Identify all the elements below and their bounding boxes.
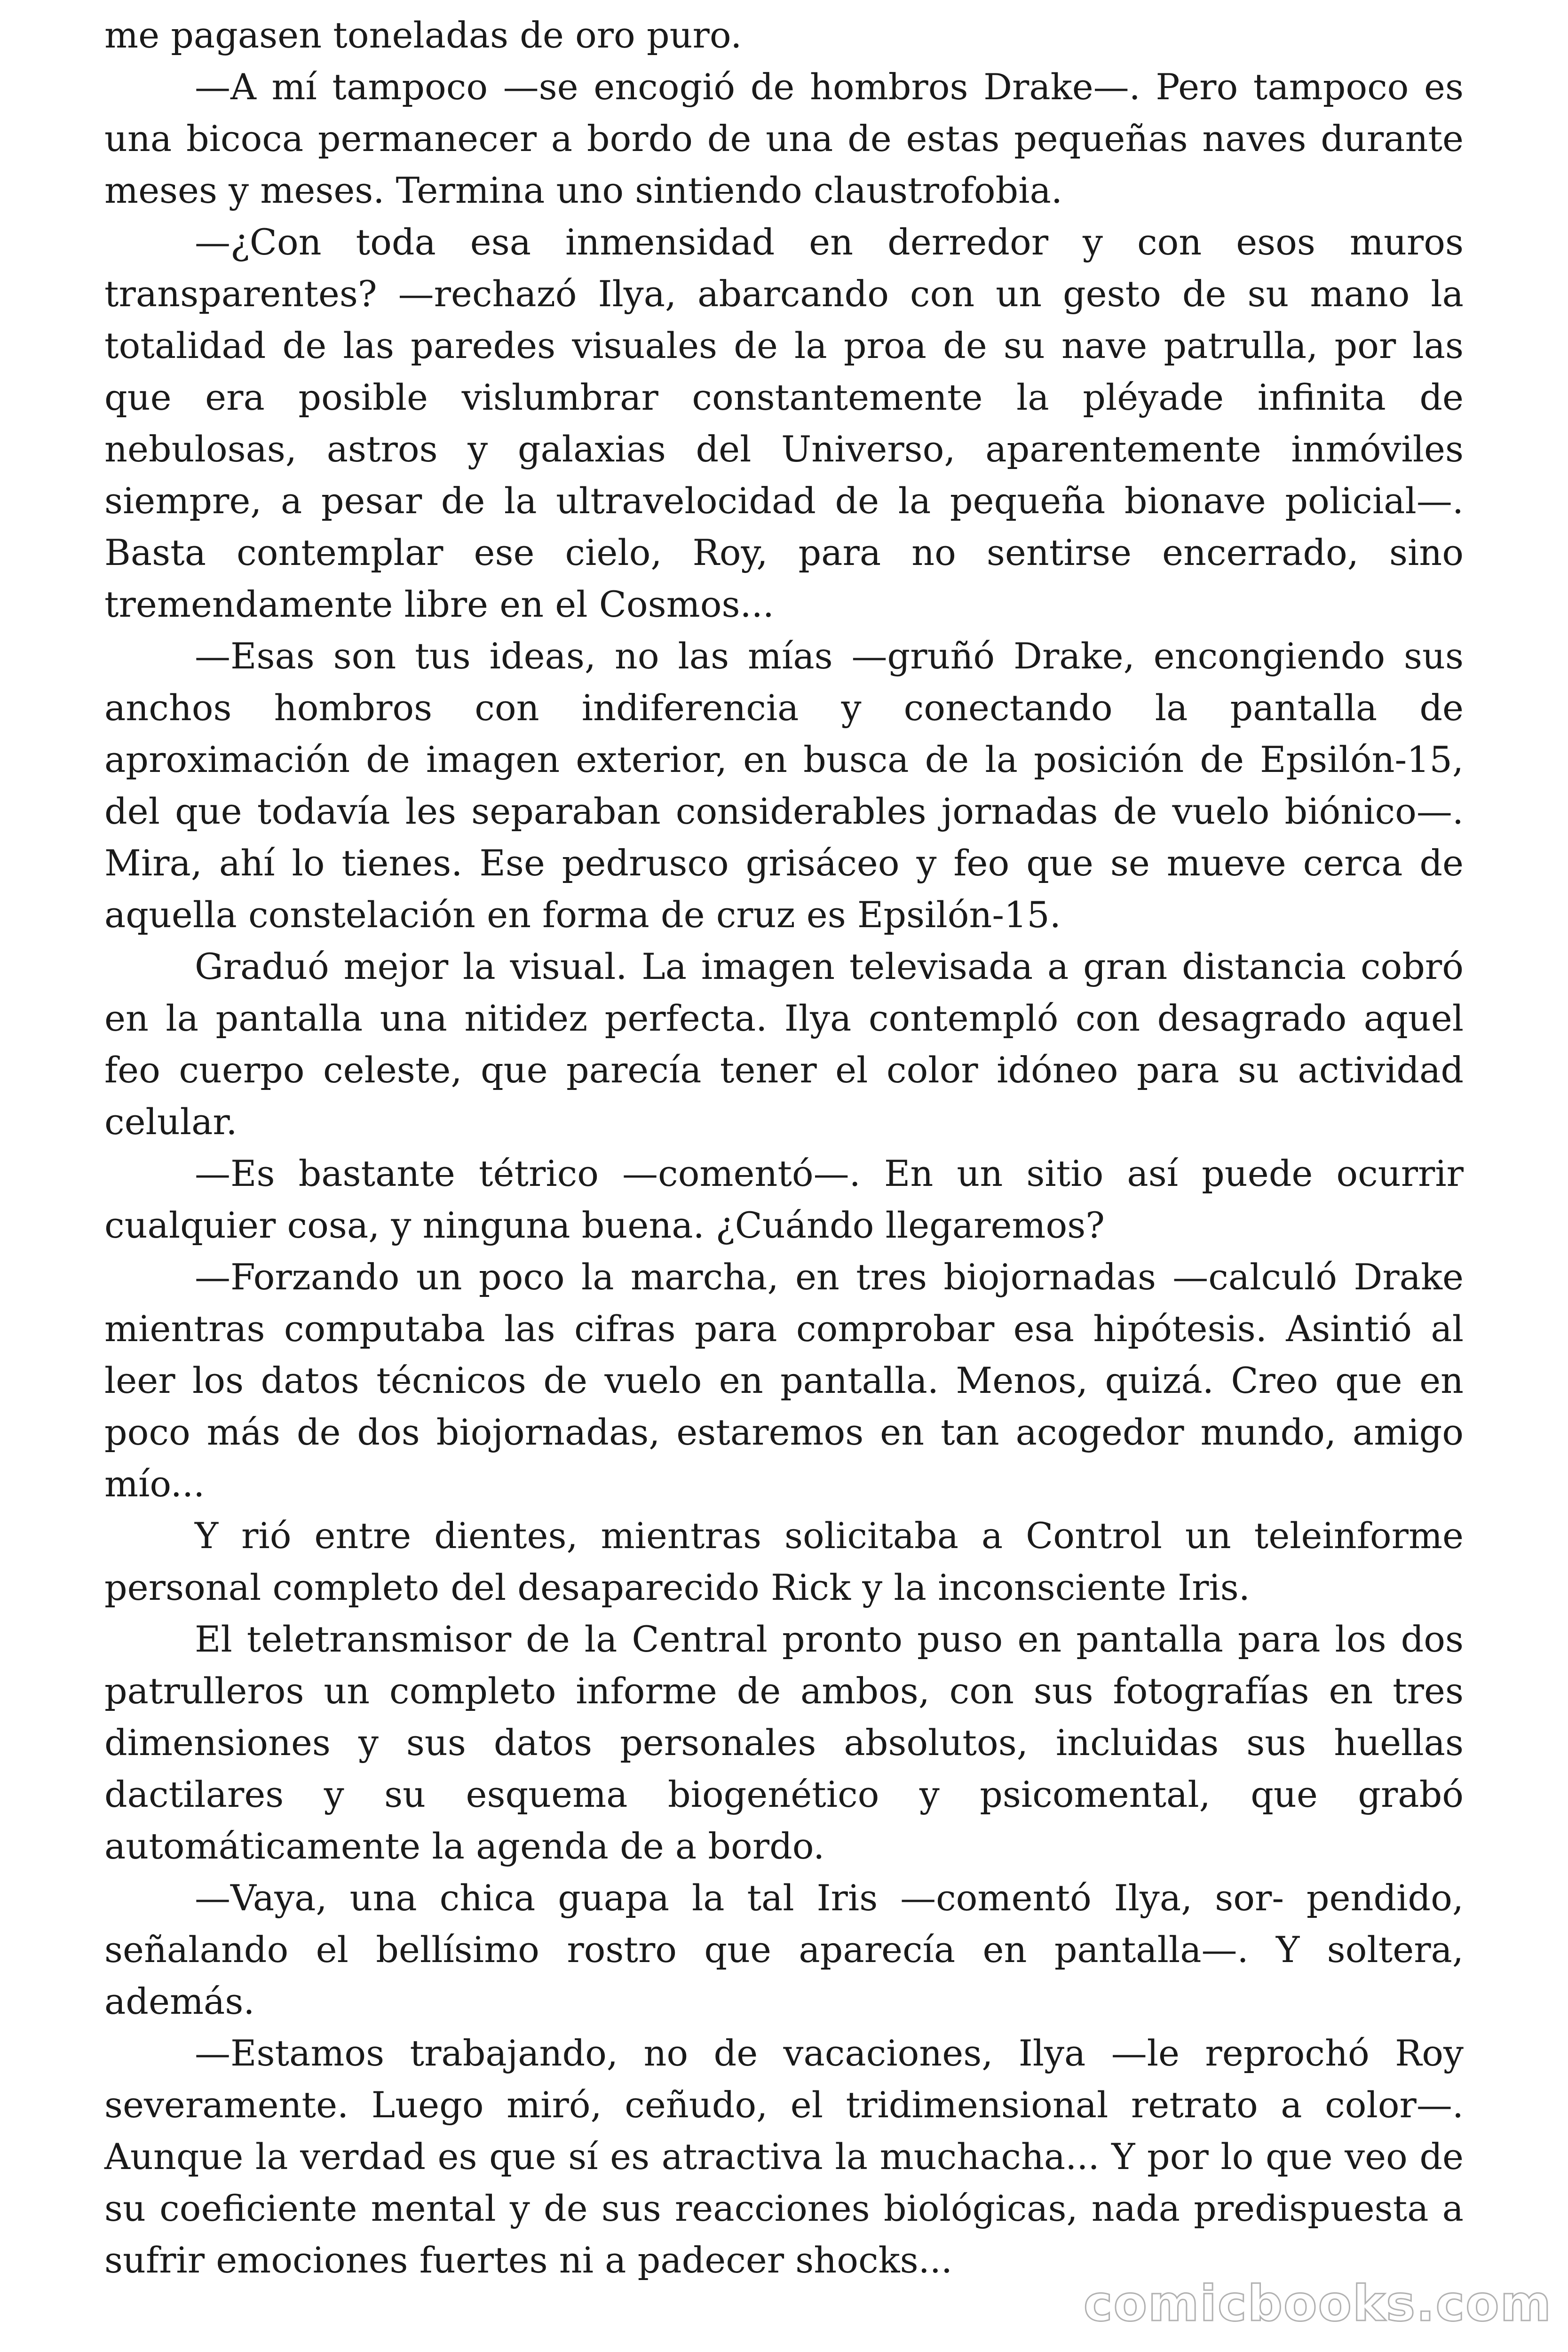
- book-page-text: [104, 9, 1464, 2281]
- watermark-logo: comicbooks.com: [1083, 2275, 1552, 2332]
- paragraph-continuation: me pagasen toneladas de oro puro.: [104, 14, 742, 56]
- paragraph-teletransmisor: El teletransmisor de la Central pronto puso en pantalla para los dos patrulleros un completo informe de ambos, con sus fotografías en tres dimensiones y sus datos personales absolutos, incluidas sus huellas dactilares y su esquema biogenético y psicomental, que grabó automáticamente la agenda de a bordo.: [104, 1618, 1464, 1867]
- paragraph-visual: Graduó mejor la visual. La imagen televisada a gran distancia cobró en la pantalla una nitidez perfecta. Ilya contempló con desagrado aquel feo cuerpo celeste, que parecía tener el color idóneo para su actividad celular.: [104, 946, 1464, 1143]
- paragraph-teleinforme: Y rió entre dientes, mientras solicitaba a Control un teleinforme personal completo del desaparecido Rick y la inconsciente Iris.: [104, 1515, 1464, 1608]
- paragraph-biojornadas: —Forzando un poco la marcha, en tres biojornadas —calculó Drake mientras computaba las cifras para comprobar esa hipótesis. Asintió al leer los datos técnicos de vuelo en pantalla. Menos, quizá. Creo que en poco más de dos biojornadas, estaremos en tan acogedor mundo, amigo mío...: [104, 1256, 1464, 1505]
- paragraph-ilya-cosmos: —¿Con toda esa inmensidad en derredor y con esos muros transparentes? —rechazó Ilya, abarcando con un gesto de su mano la totalidad de las paredes visuales de la proa de su nave patrulla, por las que era posible vislumbrar constantemente la pléyade infinita de nebulosas, astros y galaxias del Universo, aparentemente inmóviles siempre, a pesar de la ultravelocidad de la pequeña bionave policial—. Basta contemplar ese cielo, Roy, para no sentirse encerrado, sino tremendamente libre en el Cosmos...: [104, 221, 1464, 625]
- paragraph-roy-reproche: —Estamos trabajando, no de vacaciones, Ilya —le reprochó Roy severamente. Luego miró, ceñudo, el tridimensional retrato a color—. Aunque la verdad es que sí es atractiva la muchacha... Y por lo que veo de su coeficiente mental y de sus reacciones biológicas, nada predispuesta a sufrir emociones fuertes ni a padecer shocks...: [104, 2032, 1464, 2281]
- paragraph-drake-epsilon: —Esas son tus ideas, no las mías —gruñó Drake, encongiendo sus anchos hombros con indiferencia y conectando la pantalla de aproximación de imagen exterior, en busca de la posición de Epsilón-15, del que todavía les separaban considerables jornadas de vuelo biónico—. Mira, ahí lo tienes. Ese pedrusco grisáceo y feo que se mueve cerca de aquella constelación en forma de cruz es Epsilón-15.: [104, 635, 1464, 936]
- paragraph-drake-claustrofobia: —A mí tampoco —se encogió de hombros Drake—. Pero tampoco es una bicoca permanecer a bordo de una de estas pequeñas naves durante meses y meses. Termina uno sintiendo claustrofobia.: [104, 66, 1464, 211]
- paragraph-tetrico: —Es bastante tétrico —comentó—. En un sitio así puede ocurrir cualquier cosa, y ninguna buena. ¿Cuándo llegaremos?: [104, 1152, 1464, 1246]
- paragraph-iris: —Vaya, una chica guapa la tal Iris —comentó Ilya, sor- pendido, señalando el bellísimo rostro que aparecía en pantalla—. Y soltera, además.: [104, 1877, 1464, 2022]
